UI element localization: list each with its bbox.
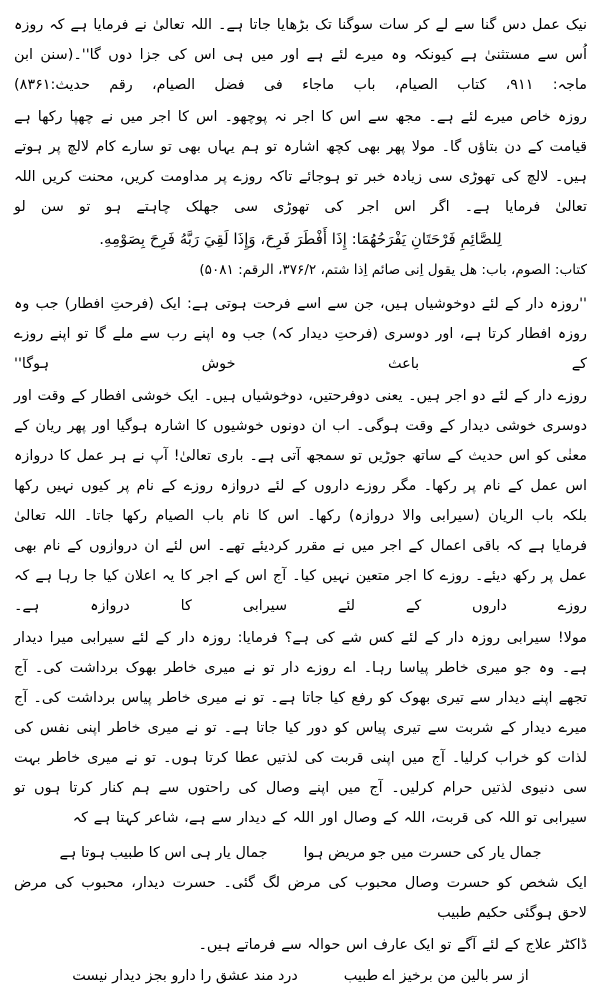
paragraph-4: روزے دار کے لئے دو اجر ہیں۔ یعنی دوفرحتیں، دوخوشیاں ہیں۔ ایک خوشی افطار کے وقت اور دوسری خوشی دیدار کے وقت ہوگی۔ اب ان دونوں خوشیوں کا اشارہ ہوگیا اور پھر ریان کے معنٰی کو اس حدیث کے ساتھ جوڑیں تو سمجھ آتی ہے۔ باری تعالیٰ! آپ نے ہر عمل کا دروازہ اس عمل کے نام پر رکھا۔ مگر روزے داروں کے لئے دروازہ روزے کے نام پر کیوں نہیں رکھا بلکہ باب الریان (سیرابی والا دروازہ) رکھا۔ اس کا نام باب الصیام رکھا جاتا۔ اللہ تعالیٰ فرمایا ہے کہ باقی اعمال کے اجر میں نے مقرر کردیئے تھے۔ اس لئے ان دروازوں کے نام بھی عمل پر رکھ دیئے۔ روزے کا اجر متعین نہیں کیا۔ آج اس کے اجر کا یہ اعلان کیا جا رہا ہے کہ روزے داروں کے لئے سیرابی کا دروازہ ہے۔ bbox=[14, 388, 587, 614]
arabic-hadith-text bbox=[14, 224, 587, 254]
couplet-1-second-hemistich: جمال یار ہی اس کا طبیب ہوتا ہے bbox=[59, 845, 268, 861]
arabic-hadith-line-1: لِلصَّائِمِ فَرْحَتَانِ يَفْرَحُهُمَا: إِذَا أَفْطَرَ فَرِحَ، وَإِذَا لَقِيَ رَبَّهُ فَرِحَ بِصَوْمِهِ. bbox=[99, 230, 502, 248]
hadith-reference-line-2: کتاب: الصوم، باب: ھل یقول اِنی صائم اِذا شتم، ۲/۶۷۳، الرقم: ۱۸۰۵) bbox=[199, 262, 587, 278]
couplet-2-explanation: ایک شخص کو حسرت وصال محبوب کی مرض لگ گئی۔ حسرت دیدار، محبوب کی مرض لاحق ہوگئی حکیم طبیب bbox=[14, 875, 587, 921]
paragraph-8: ڈاکٹر علاج کے لئے آگے تو ایک عارف اس حوالہ سے فرماتے ہیں۔ bbox=[198, 937, 587, 953]
persian-couplet-first-hemistich: از سر بالین من برخیز اے طبیب bbox=[343, 968, 529, 984]
persian-couplet-second-hemistich: درد مند عشق را دارو بجز دیدار نیست bbox=[72, 968, 298, 984]
persian-couplet bbox=[14, 962, 587, 991]
hadith-reference bbox=[14, 256, 587, 285]
paragraph-5: مولا! سیرابی روزہ دار کے لئے کس شے کی ہے؟ فرمایا: روزہ دار کے لئے سیرابی میرا دیدار ہے۔ وہ جو میری خاطر پیاسا رہا۔ اے روزے دار تو نے میری خاطر بھوک برداشت کی۔ آج تجھے اپنے دیدار سے تیری بھوک کو رفع کیا جاتا ہے۔ تو نے میری خاطر پیاس برداشت کی۔ آج میرے دیدار کے شربت سے تیری پیاس کو دور کیا جاتا ہے۔ تو نے میری خاطر اپنی نفس کی لذات کو خراب کرلیا۔ آج میں اپنی قربت کی لذتیں عطا کرتا ہوں۔ تو نے میری خاطر بہت سی دنیوی لذتیں حرام کرلیں۔ آج میں اپنے وصال کی راحتوں سے ہم کنار کرتا ہوں تو سیرابی تو اللہ کی قربت، اللہ کے وصال اور اللہ کے دیدار سے ہے، شاعر کہتا ہے کہ bbox=[14, 630, 587, 826]
couplet-1-first-hemistich: جمال یار کی حسرت میں جو مریض ہوا bbox=[303, 845, 542, 861]
couplet-1 bbox=[14, 839, 587, 868]
paragraph-3: ''روزہ دار کے لئے دوخوشیاں ہیں، جن سے اسے فرحت ہوتی ہے: ایک (فرحتِ افطار) جب وہ روزہ افطار کرتا ہے، اور دوسری (فرحتِ دیدار کہ) جب وہ اپنے رب سے ملے گا تو اپنے روزے کے باعث خوش ہوگا'' bbox=[14, 296, 587, 372]
paragraph-2: روزہ خاص میرے لئے ہے۔ مجھ سے اس کا اجر نہ پوچھو۔ اس کا اجر میں نے چھپا رکھا ہے قیامت کے دن بتاؤں گا۔ مولا پھر بھی کچھ اشارہ تو ہم یہاں بھی تو سارے کام لالچ پر ہوتے ہیں۔ لالچ کی تھوڑی سی زیادہ خبر تو ہوجائے تاکہ روزے پر مداومت کریں، محنت کریں اللہ تعالیٰ فرمایا ہے۔ اگر اس اجر کی تھوڑی سی جھلک چاہتے ہو تو سن لو bbox=[14, 109, 587, 215]
paragraph-1: نیک عمل دس گنا سے لے کر سات سوگنا تک بڑھایا جاتا ہے۔ اللہ تعالیٰ نے فرمایا ہے کہ روزہ اُس سے مستثنیٰ ہے کیونکہ وہ میرے لئے ہے اور میں ہی اس کی جزا دوں گا''۔(سنن ابن ماجہ: ۱۱۹، کتاب الصیام، باب ماجاء فی فضل الصیام، رقم حدیث:۱۶۳۸) bbox=[14, 17, 587, 93]
